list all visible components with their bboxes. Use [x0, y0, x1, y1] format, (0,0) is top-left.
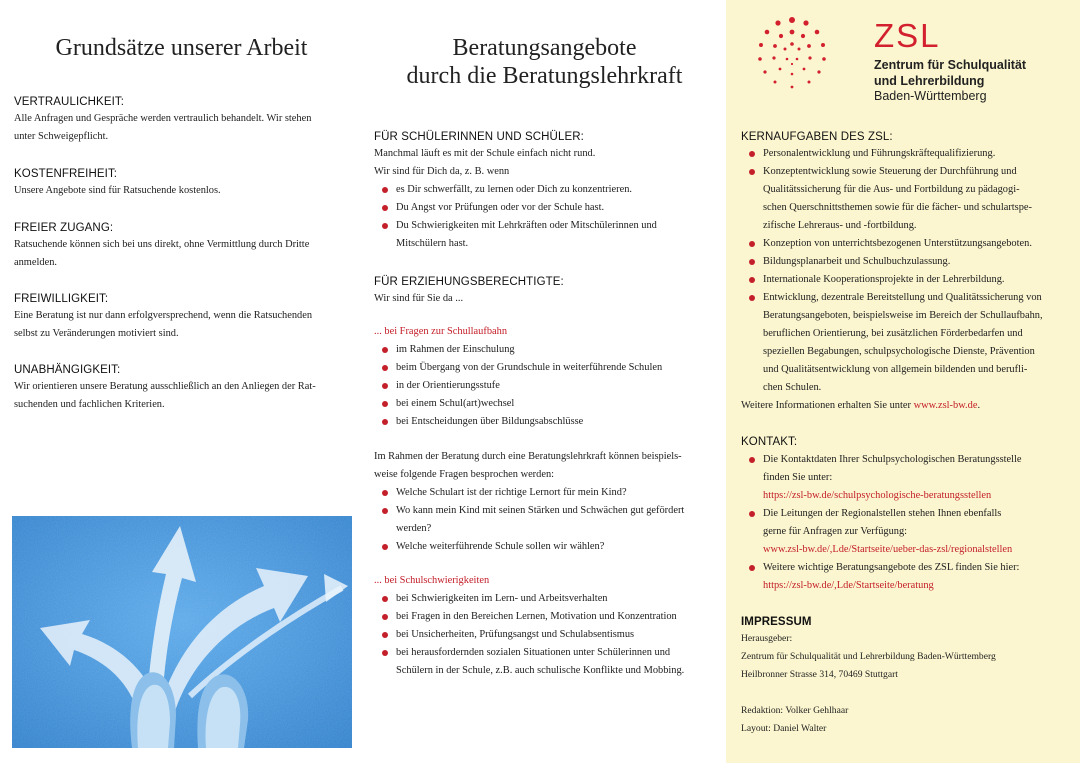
section-freiwilligkeit	[14, 293, 349, 343]
item-text: Internationale Kooperationsprojekte in der Lehrerbildung.	[763, 274, 1005, 285]
list-item	[741, 235, 1067, 253]
list-item	[374, 538, 719, 556]
list-item	[741, 505, 1067, 559]
item-text: Beratungsangeboten, beispielsweise im Bereich der Schullaufbahn,	[763, 310, 1043, 321]
item-text: speziellen Begabungen, schulpsychologische Dienste, Prävention	[763, 346, 1035, 357]
item-text: werden?	[396, 523, 432, 534]
list-item	[741, 163, 1067, 235]
item-text: zifische Lehreraus- und -fortbildung.	[763, 220, 917, 231]
intro-schueler	[374, 145, 719, 181]
section-vertraulichkeit	[14, 96, 349, 146]
text-line: Zentrum für Schulqualität und Lehrerbildung Baden-Württemberg	[741, 651, 996, 662]
text-line: Alle Anfragen und Gespräche werden vertraulich behandelt. Wir stehen	[14, 113, 312, 124]
list-item	[741, 559, 1067, 595]
text-line: suchenden und fachlichen Kriterien.	[14, 399, 165, 410]
heading-freier-zugang: FREIER ZUGANG:	[14, 222, 114, 234]
text-line: Unsere Angebote sind für Ratsuchende kostenlos.	[14, 185, 221, 196]
zsl-dot-logo	[752, 14, 832, 94]
text-line: selbst zu Veränderungen motiviert sind.	[14, 328, 179, 339]
item-text: finden Sie unter:	[763, 472, 833, 483]
item-text: schen Querschnittsthemen sowie für die fächer- und schulartspe-	[763, 202, 1032, 213]
list-item	[374, 413, 719, 431]
section-unabhaengigkeit	[14, 364, 349, 414]
list-item	[374, 341, 719, 359]
list-kontakt	[741, 451, 1067, 595]
text-line: Layout: Daniel Walter	[741, 723, 827, 734]
list-item	[374, 199, 719, 217]
list-item	[741, 289, 1067, 397]
paragraph-fragen	[374, 448, 719, 484]
list-item	[374, 181, 719, 199]
section-schueler	[374, 131, 719, 253]
logo-dots	[758, 17, 826, 88]
item-text: Entwicklung, dezentrale Bereitstellung und Qualitätssicherung von	[763, 292, 1042, 303]
item-text: bei Unsicherheiten, Prüfungsangst und Schulabsentismus	[396, 629, 635, 640]
text-line: Wir sind für Dich da, z. B. wenn	[374, 166, 510, 177]
item-text: Du Schwierigkeiten mit Lehrkräften oder Mitschülerinnen und	[396, 220, 657, 231]
impressum-credits	[741, 702, 1067, 738]
heading-unabhaengigkeit: UNABHÄNGIGKEIT:	[14, 364, 121, 376]
item-text: Welche Schulart ist der richtige Lernort für mein Kind?	[396, 487, 627, 498]
item-text: bei einem Schul(art)wechsel	[396, 398, 515, 409]
logo-line: und Lehrerbildung	[874, 73, 985, 88]
section-impressum	[741, 616, 1067, 738]
list-item	[374, 608, 719, 626]
text-line: weise folgende Fragen besprochen werden:	[374, 469, 555, 480]
text-line: Wir orientieren unsere Beratung ausschließlich an den Anliegen der Rat-	[14, 381, 316, 392]
section-eltern	[374, 276, 719, 680]
link-beratungsstellen[interactable]: https://zsl-bw.de/schulpsychologische-beratungsstellen	[763, 490, 992, 501]
item-text: beruflichen Orientierung, bei zusätzlichen Förderbedarfen und	[763, 328, 1023, 339]
list-item	[374, 590, 719, 608]
text-line: Manchmal läuft es mit der Schule einfach nicht rund.	[374, 148, 596, 159]
heading-vertraulichkeit: VERTRAULICHKEIT:	[14, 96, 125, 108]
item-text: Welche weiterführende Schule sollen wir wählen?	[396, 541, 605, 552]
item-text: Konzeption von unterrichtsbezogenen Unterstützungsangeboten.	[763, 238, 1032, 249]
text-line: anmelden.	[14, 257, 57, 268]
section-kernaufgaben	[741, 131, 1067, 415]
heading-impressum: IMPRESSUM	[741, 616, 812, 628]
list-kernaufgaben	[741, 145, 1067, 397]
list-item	[741, 145, 1067, 163]
subheading-schullaufbahn: ... bei Fragen zur Schullaufbahn	[374, 326, 508, 337]
item-text: Konzeptentwicklung sowie Steuerung der Durchführung und	[763, 166, 1017, 177]
zsl-full-name	[874, 58, 1026, 105]
list-schueler	[374, 181, 719, 253]
heading-eltern: FÜR ERZIEHUNGSBERECHTIGTE:	[374, 276, 564, 288]
column-beratungsangebote	[363, 0, 726, 763]
column-zsl	[726, 0, 1080, 763]
list-item	[741, 451, 1067, 505]
section-kostenfreiheit	[14, 168, 349, 200]
text-freier-zugang	[14, 236, 349, 272]
text-line: Heilbronner Strasse 314, 70469 Stuttgart	[741, 669, 898, 680]
heading-schueler: FÜR SCHÜLERINNEN UND SCHÜLER:	[374, 131, 584, 143]
item-text: bei Entscheidungen über Bildungsabschlüsse	[396, 416, 584, 427]
item-text: Die Kontaktdaten Ihrer Schulpsychologischen Beratungsstelle	[763, 454, 1022, 465]
heading-kontakt: KONTAKT:	[741, 436, 798, 448]
impressum-publisher	[741, 630, 1067, 684]
zsl-wordmark: ZSL	[874, 17, 941, 54]
page-title-beratungsangebote	[363, 34, 726, 90]
item-text: Mitschülern hast.	[396, 238, 469, 249]
heading-kostenfreiheit: KOSTENFREIHEIT:	[14, 168, 118, 180]
photo-crossroads-arrows	[12, 516, 352, 748]
item-text: Du Angst vor Prüfungen oder vor der Schule hast.	[396, 202, 605, 213]
list-item	[374, 644, 719, 680]
text-line: Herausgeber:	[741, 633, 793, 644]
zsl-website-link[interactable]: www.zsl-bw.de	[913, 400, 978, 411]
link-regionalstellen[interactable]: www.zsl-bw.de/,Lde/Startseite/ueber-das-zsl/regionalstellen	[763, 544, 1013, 555]
photo-illustration	[12, 516, 352, 748]
item-text: in der Orientierungsstufe	[396, 380, 500, 391]
item-text: im Rahmen der Einschulung	[396, 344, 515, 355]
text-line: Eine Beratung ist nur dann erfolgversprechend, wenn die Ratsuchenden	[14, 310, 313, 321]
list-item	[741, 253, 1067, 271]
item-text: und Qualitätsentwicklung von allgemein bildenden und berufli-	[763, 364, 1028, 375]
title-line: Beratungsangebote	[452, 35, 637, 61]
list-schullaufbahn	[374, 341, 719, 431]
text-line: Redaktion: Volker Gehlhaar	[741, 705, 849, 716]
item-text: Die Leitungen der Regionalstellen stehen Ihnen ebenfalls	[763, 508, 1002, 519]
text-line: unter Schweigepflicht.	[14, 131, 109, 142]
item-text: chen Schulen.	[763, 382, 822, 393]
text-unabhaengigkeit	[14, 378, 349, 414]
section-kontakt	[741, 436, 1067, 595]
intro-eltern: Wir sind für Sie da ...	[374, 293, 464, 304]
logo-line: Zentrum für Schulqualität	[874, 58, 1027, 72]
section-freier-zugang	[14, 222, 349, 272]
page-title-grundsaetze: Grundsätze unserer Arbeit	[55, 35, 308, 61]
item-text: Wo kann mein Kind mit seinen Stärken und Schwächen gut gefördert	[396, 505, 685, 516]
text-vertraulichkeit	[14, 110, 349, 146]
list-item	[374, 377, 719, 395]
list-fragen	[374, 484, 719, 556]
title-line: durch die Beratungslehrkraft	[406, 63, 683, 89]
text-line: Ratsuchende können sich bei uns direkt, ohne Vermittlung durch Dritte	[14, 239, 310, 250]
heading-freiwilligkeit: FREIWILLIGKEIT:	[14, 293, 109, 305]
item-text: beim Übergang von der Grundschule in weiterführende Schulen	[396, 362, 663, 373]
more-info-period: .	[977, 400, 981, 411]
list-schulschwierigkeiten	[374, 590, 719, 680]
text-line: Im Rahmen der Beratung durch eine Beratungslehrkraft können beispiels-	[374, 451, 682, 462]
more-info-line	[741, 397, 1067, 415]
text-kostenfreiheit	[14, 182, 349, 200]
item-text: Weitere wichtige Beratungsangebote des ZSL finden Sie hier:	[763, 562, 1020, 573]
list-item	[374, 502, 719, 538]
more-info-text: Weitere Informationen erhalten Sie unter	[741, 400, 914, 411]
list-item	[374, 484, 719, 502]
list-item	[374, 395, 719, 413]
item-text: bei herausfordernden sozialen Situationen unter Schülerinnen und	[396, 647, 671, 658]
item-text: Bildungsplanarbeit und Schulbuchzulassung.	[763, 256, 951, 267]
link-beratung[interactable]: https://zsl-bw.de/,Lde/Startseite/beratung	[763, 580, 934, 591]
heading-kernaufgaben: KERNAUFGABEN DES ZSL:	[741, 131, 893, 143]
text-freiwilligkeit	[14, 307, 349, 343]
item-text: Personalentwicklung und Führungskräftequalifizierung.	[763, 148, 996, 159]
logo-line: Baden-Württemberg	[874, 89, 987, 103]
item-text: es Dir schwerfällt, zu lernen oder Dich zu konzentrieren.	[396, 184, 632, 195]
subheading-schulschwierigkeiten: ... bei Schulschwierigkeiten	[374, 575, 490, 586]
column-grundsaetze	[0, 0, 363, 763]
item-text: Qualitätssicherung für die Aus- und Fortbildung zu pädagogi-	[763, 184, 1020, 195]
list-item	[374, 626, 719, 644]
list-item	[741, 271, 1067, 289]
item-text: bei Schwierigkeiten im Lern- und Arbeitsverhalten	[396, 593, 608, 604]
item-text: gerne für Anfragen zur Verfügung:	[763, 526, 908, 537]
item-text: Schülern in der Schule, z.B. auch schulische Konflikte und Mobbing.	[396, 665, 685, 676]
list-item	[374, 217, 719, 253]
list-item	[374, 359, 719, 377]
item-text: bei Fragen in den Bereichen Lernen, Motivation und Konzentration	[396, 611, 677, 622]
